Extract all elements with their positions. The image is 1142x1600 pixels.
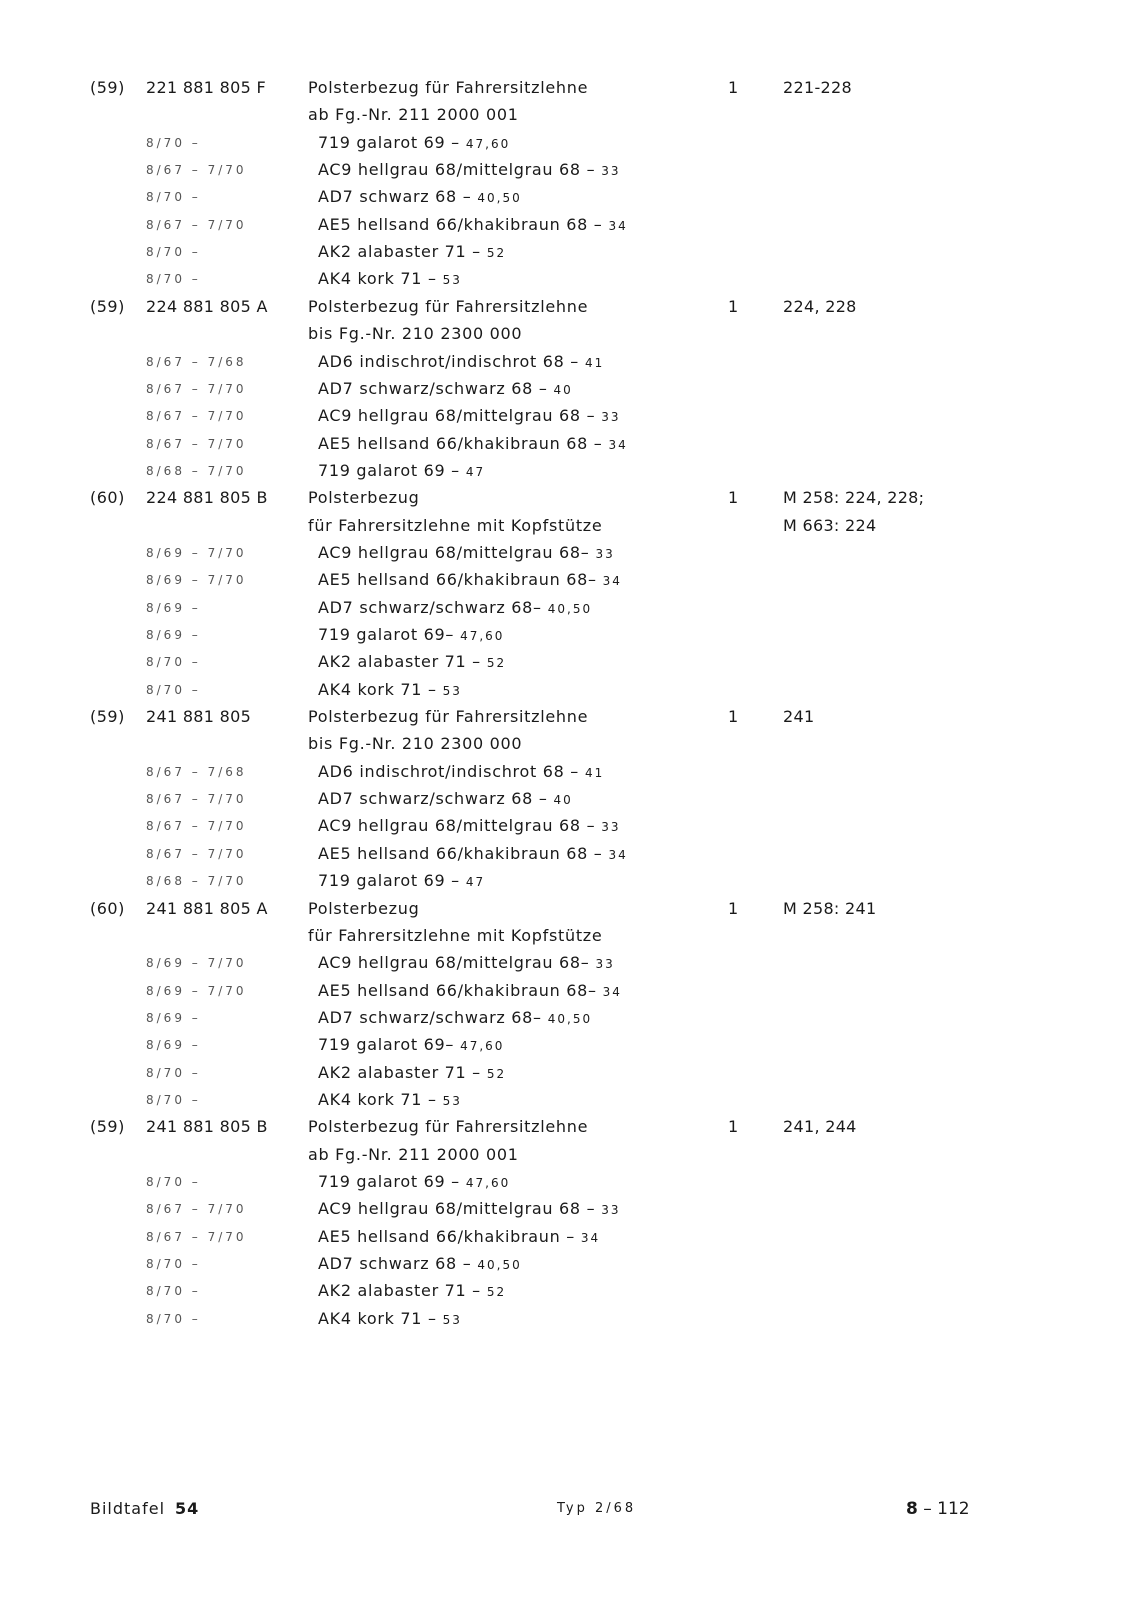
description bbox=[318, 1031, 504, 1060]
description bbox=[308, 1141, 519, 1169]
description bbox=[318, 183, 522, 212]
description bbox=[308, 922, 602, 950]
description bbox=[318, 566, 622, 595]
parts-row bbox=[0, 812, 1142, 840]
plate-number: 54 bbox=[175, 1499, 200, 1518]
part-number: 241 881 805 bbox=[146, 707, 252, 727]
parts-row bbox=[0, 621, 1142, 649]
parts-row bbox=[0, 129, 1142, 157]
color-code: 33 bbox=[595, 546, 615, 561]
description-text: für Fahrersitzlehne mit Kopfstütze bbox=[308, 515, 603, 535]
color-code: 53 bbox=[442, 273, 462, 288]
color-code: 33 bbox=[601, 164, 621, 179]
description-text: AK4 kork 71 – bbox=[318, 269, 437, 289]
validity-date: 8/70 – bbox=[146, 135, 201, 150]
parts-row bbox=[0, 676, 1142, 704]
validity-date: 8/67 – 7/70 bbox=[146, 1229, 247, 1244]
description bbox=[318, 758, 604, 787]
validity-date: 8/70 – bbox=[146, 245, 201, 260]
remark: M 663: 224 bbox=[783, 515, 877, 535]
color-code: 34 bbox=[608, 847, 628, 862]
validity-date: 8/69 – 7/70 bbox=[146, 983, 247, 998]
description-text: bis Fg.-Nr. 210 2300 000 bbox=[308, 734, 523, 754]
validity-date: 8/67 – 7/70 bbox=[146, 1202, 247, 1217]
description bbox=[318, 977, 622, 1006]
color-code: 52 bbox=[486, 1066, 507, 1081]
color-code: 52 bbox=[486, 246, 507, 261]
description-text: AD7 schwarz/schwarz 68– bbox=[318, 1007, 542, 1027]
description-text: AD7 schwarz 68 – bbox=[318, 1254, 472, 1274]
description-text: AC9 hellgrau 68/mittelgrau 68– bbox=[318, 953, 590, 973]
color-code: 40,50 bbox=[477, 1258, 522, 1273]
parts-row bbox=[0, 238, 1142, 266]
description bbox=[318, 430, 628, 459]
description-text: AE5 hellsand 66/khakibraun 68 – bbox=[318, 433, 603, 453]
parts-row bbox=[0, 1195, 1142, 1223]
validity-date: 8/69 – bbox=[146, 600, 201, 615]
description-text: AD7 schwarz/schwarz 68 – bbox=[318, 789, 548, 809]
parts-row bbox=[0, 1168, 1142, 1196]
description-text: AD7 schwarz/schwarz 68– bbox=[318, 597, 542, 617]
description-text: AD6 indischrot/indischrot 68 – bbox=[318, 351, 579, 371]
ref-number: (59) bbox=[90, 78, 125, 97]
parts-row bbox=[0, 566, 1142, 594]
validity-date: 8/70 – bbox=[146, 655, 201, 670]
description bbox=[318, 238, 506, 267]
ref-number: (60) bbox=[90, 488, 125, 508]
validity-date: 8/67 – 7/70 bbox=[146, 792, 247, 807]
description-text: Polsterbezug für Fahrersitzlehne bbox=[308, 1117, 589, 1137]
description bbox=[308, 703, 588, 731]
parts-row bbox=[0, 1277, 1142, 1305]
parts-row bbox=[0, 457, 1142, 485]
validity-date: 8/67 – 7/70 bbox=[146, 381, 247, 396]
page-separator: – bbox=[917, 1499, 938, 1519]
quantity: 1 bbox=[728, 898, 739, 918]
description-text: 719 galarot 69– bbox=[318, 1035, 455, 1055]
parts-row bbox=[0, 703, 1142, 731]
page-section: 8 bbox=[906, 1499, 918, 1519]
description bbox=[318, 1168, 510, 1197]
description bbox=[318, 1223, 600, 1252]
parts-row bbox=[0, 156, 1142, 184]
validity-date: 8/67 – 7/68 bbox=[146, 764, 247, 779]
description-text: AK4 kork 71 – bbox=[318, 1308, 437, 1328]
validity-date: 8/69 – bbox=[146, 628, 201, 642]
parts-row bbox=[0, 348, 1142, 376]
description bbox=[318, 676, 462, 705]
description-text: AC9 hellgrau 68/mittelgrau 68 – bbox=[318, 1199, 596, 1219]
parts-row bbox=[0, 484, 1142, 512]
description-text: AD7 schwarz/schwarz 68 – bbox=[318, 378, 548, 398]
validity-date: 8/67 – 7/70 bbox=[146, 217, 247, 232]
description-text: 719 galarot 69– bbox=[318, 625, 455, 644]
description bbox=[318, 1059, 506, 1088]
description bbox=[318, 1195, 621, 1224]
parts-row bbox=[0, 840, 1142, 868]
description-text: AC9 hellgrau 68/mittelgrau 68 – bbox=[318, 160, 596, 180]
validity-date: 8/67 – 7/70 bbox=[146, 819, 247, 834]
parts-row bbox=[0, 320, 1142, 348]
description bbox=[318, 1250, 522, 1279]
description bbox=[318, 1086, 462, 1115]
parts-row bbox=[0, 1250, 1142, 1278]
parts-row bbox=[0, 949, 1142, 977]
color-code: 47 bbox=[465, 875, 486, 890]
validity-date: 8/69 – 7/70 bbox=[146, 545, 247, 560]
description bbox=[308, 74, 588, 102]
description bbox=[318, 156, 621, 185]
description-text: ab Fg.-Nr. 211 2000 001 bbox=[308, 105, 519, 125]
parts-row bbox=[0, 648, 1142, 676]
description-text: AD6 indischrot/indischrot 68 – bbox=[318, 761, 579, 781]
description bbox=[318, 211, 628, 240]
part-number: 241 881 805 A bbox=[146, 898, 268, 918]
description bbox=[318, 539, 615, 568]
parts-row bbox=[0, 539, 1142, 567]
ref-number: (59) bbox=[90, 707, 125, 727]
color-code: 40 bbox=[553, 793, 573, 808]
parts-row bbox=[0, 74, 1142, 102]
description bbox=[318, 1305, 462, 1334]
parts-row bbox=[0, 977, 1142, 1005]
color-code: 47 bbox=[465, 464, 486, 479]
parts-row bbox=[0, 1305, 1142, 1333]
validity-date: 8/69 – bbox=[146, 1010, 201, 1025]
description-text: 719 galarot 69 – bbox=[318, 871, 460, 891]
color-code: 34 bbox=[608, 437, 628, 452]
parts-row bbox=[0, 1059, 1142, 1087]
description-text: 719 galarot 69 – bbox=[318, 132, 460, 152]
page-number-value: 112 bbox=[937, 1499, 970, 1519]
validity-date: 8/69 – 7/70 bbox=[146, 573, 247, 588]
color-code: 33 bbox=[601, 820, 621, 835]
color-code: 47,60 bbox=[465, 136, 511, 151]
page-number bbox=[906, 1494, 970, 1524]
color-code: 53 bbox=[442, 1312, 462, 1327]
description bbox=[318, 1277, 506, 1306]
description bbox=[308, 484, 419, 512]
color-code: 33 bbox=[601, 410, 621, 425]
color-code: 34 bbox=[580, 1230, 601, 1245]
description-text: 719 galarot 69 – bbox=[318, 1172, 460, 1191]
description bbox=[318, 648, 506, 677]
parts-row bbox=[0, 430, 1142, 458]
validity-date: 8/69 – 7/70 bbox=[146, 956, 247, 971]
description bbox=[318, 348, 604, 377]
description-text: AE5 hellsand 66/khakibraun 68– bbox=[318, 570, 597, 590]
parts-row bbox=[0, 512, 1142, 540]
parts-row bbox=[0, 1086, 1142, 1114]
description bbox=[308, 895, 419, 923]
validity-date: 8/67 – 7/68 bbox=[146, 354, 247, 369]
parts-row bbox=[0, 211, 1142, 239]
remark: M 258: 241 bbox=[783, 898, 877, 918]
color-code: 53 bbox=[442, 1093, 462, 1108]
plate-label: Bildtafel bbox=[90, 1499, 166, 1518]
parts-row bbox=[0, 785, 1142, 813]
ref-number: (59) bbox=[90, 296, 125, 316]
color-code: 40,50 bbox=[477, 191, 522, 206]
color-code: 34 bbox=[602, 984, 622, 999]
quantity: 1 bbox=[728, 296, 739, 316]
description-text: ab Fg.-Nr. 211 2000 001 bbox=[308, 1144, 519, 1164]
parts-row bbox=[0, 922, 1142, 950]
parts-row bbox=[0, 1004, 1142, 1032]
color-code: 47,60 bbox=[465, 1176, 511, 1190]
remark: 241, 244 bbox=[783, 1117, 857, 1137]
remark: M 258: 224, 228; bbox=[783, 488, 925, 508]
quantity: 1 bbox=[728, 1117, 739, 1137]
parts-row bbox=[0, 895, 1142, 923]
description-text: Polsterbezug für Fahrersitzlehne bbox=[308, 707, 589, 727]
description-text: AK2 alabaster 71 – bbox=[318, 1281, 481, 1301]
description bbox=[308, 730, 522, 758]
parts-row bbox=[0, 1031, 1142, 1059]
parts-row bbox=[0, 1141, 1142, 1169]
parts-row bbox=[0, 101, 1142, 129]
description bbox=[318, 129, 510, 158]
parts-row bbox=[0, 1113, 1142, 1141]
validity-date: 8/69 – bbox=[146, 1038, 201, 1053]
description bbox=[318, 812, 621, 841]
validity-date: 8/67 – 7/70 bbox=[146, 846, 247, 861]
validity-date: 8/70 – bbox=[146, 1175, 201, 1189]
description bbox=[308, 101, 519, 129]
validity-date: 8/70 – bbox=[146, 1257, 201, 1272]
description bbox=[318, 375, 573, 404]
description bbox=[318, 949, 615, 978]
color-code: 34 bbox=[608, 218, 628, 233]
quantity: 1 bbox=[728, 488, 739, 508]
description bbox=[318, 1004, 592, 1033]
plate-reference bbox=[90, 1494, 199, 1524]
parts-row bbox=[0, 293, 1142, 321]
description bbox=[318, 867, 485, 896]
color-code: 40,50 bbox=[547, 601, 593, 616]
description-text: Polsterbezug für Fahrersitzlehne bbox=[308, 296, 589, 316]
parts-row bbox=[0, 375, 1142, 403]
validity-date: 8/68 – 7/70 bbox=[146, 463, 247, 478]
ref-number: (59) bbox=[90, 1117, 125, 1137]
remark: 221-228 bbox=[783, 78, 852, 97]
description-text: AE5 hellsand 66/khakibraun – bbox=[318, 1226, 575, 1246]
description-text: Polsterbezug bbox=[308, 898, 420, 918]
color-code: 41 bbox=[584, 355, 605, 370]
color-code: 47,60 bbox=[460, 629, 505, 643]
validity-date: 8/70 – bbox=[146, 682, 201, 697]
color-code: 40 bbox=[553, 382, 573, 397]
color-code: 52 bbox=[486, 656, 507, 671]
description-text: Polsterbezug bbox=[308, 488, 420, 508]
color-code: 33 bbox=[595, 957, 615, 972]
description-text: AK2 alabaster 71 – bbox=[318, 1062, 481, 1082]
validity-date: 8/70 – bbox=[146, 190, 201, 205]
parts-row bbox=[0, 1223, 1142, 1251]
part-number: 241 881 805 B bbox=[146, 1117, 268, 1137]
description-text: AC9 hellgrau 68/mittelgrau 68– bbox=[318, 542, 590, 562]
description bbox=[308, 1113, 588, 1141]
parts-row bbox=[0, 758, 1142, 786]
description-text: AC9 hellgrau 68/mittelgrau 68 – bbox=[318, 406, 596, 426]
parts-row bbox=[0, 183, 1142, 211]
description-text: für Fahrersitzlehne mit Kopfstütze bbox=[308, 925, 603, 945]
description-text: AK4 kork 71 – bbox=[318, 1089, 437, 1109]
quantity: 1 bbox=[728, 707, 739, 727]
description bbox=[318, 594, 592, 623]
description-text: AK2 alabaster 71 – bbox=[318, 652, 481, 672]
color-code: 34 bbox=[602, 574, 622, 589]
description bbox=[318, 785, 573, 814]
description bbox=[318, 621, 504, 650]
parts-row bbox=[0, 594, 1142, 622]
description bbox=[308, 293, 588, 321]
description-text: AD7 schwarz 68 – bbox=[318, 187, 472, 207]
description bbox=[308, 512, 602, 540]
description bbox=[308, 320, 522, 348]
color-code: 40,50 bbox=[547, 1011, 593, 1026]
description bbox=[318, 265, 462, 294]
part-number: 224 881 805 A bbox=[146, 296, 268, 316]
validity-date: 8/67 – 7/70 bbox=[146, 163, 247, 178]
description-text: AE5 hellsand 66/khakibraun 68– bbox=[318, 980, 597, 1000]
validity-date: 8/70 – bbox=[146, 1311, 201, 1326]
description-text: AC9 hellgrau 68/mittelgrau 68 – bbox=[318, 816, 596, 836]
description bbox=[318, 457, 485, 486]
validity-date: 8/70 – bbox=[146, 272, 201, 287]
ref-number: (60) bbox=[90, 898, 125, 918]
page-footer bbox=[0, 1494, 1142, 1524]
part-number: 221 881 805 F bbox=[146, 78, 266, 97]
description-text: AE5 hellsand 66/khakibraun 68 – bbox=[318, 843, 603, 863]
color-code: 53 bbox=[442, 683, 462, 698]
validity-date: 8/67 – 7/70 bbox=[146, 436, 247, 451]
description-text: AK2 alabaster 71 – bbox=[318, 242, 481, 262]
color-code: 33 bbox=[601, 1203, 621, 1218]
description-text: AK4 kork 71 – bbox=[318, 679, 437, 699]
description-text: AE5 hellsand 66/khakibraun 68 – bbox=[318, 214, 603, 234]
part-number: 224 881 805 B bbox=[146, 488, 268, 508]
validity-date: 8/68 – 7/70 bbox=[146, 874, 247, 889]
parts-row bbox=[0, 265, 1142, 293]
parts-row bbox=[0, 730, 1142, 758]
parts-row bbox=[0, 402, 1142, 430]
description-text: bis Fg.-Nr. 210 2300 000 bbox=[308, 324, 523, 344]
validity-date: 8/67 – 7/70 bbox=[146, 409, 247, 424]
validity-date: 8/70 – bbox=[146, 1092, 201, 1107]
remark: 241 bbox=[783, 707, 815, 727]
remark: 224, 228 bbox=[783, 296, 857, 316]
description-text: 719 galarot 69 – bbox=[318, 460, 460, 480]
description bbox=[318, 402, 621, 431]
color-code: 41 bbox=[584, 765, 605, 780]
description-text: Polsterbezug für Fahrersitzlehne bbox=[308, 78, 589, 97]
validity-date: 8/70 – bbox=[146, 1065, 201, 1080]
type-label: Typ 2/68 bbox=[557, 1501, 637, 1516]
quantity: 1 bbox=[728, 78, 739, 97]
description bbox=[318, 840, 628, 869]
validity-date: 8/70 – bbox=[146, 1284, 201, 1299]
color-code: 47,60 bbox=[460, 1039, 505, 1054]
parts-row bbox=[0, 867, 1142, 895]
color-code: 52 bbox=[486, 1285, 507, 1300]
